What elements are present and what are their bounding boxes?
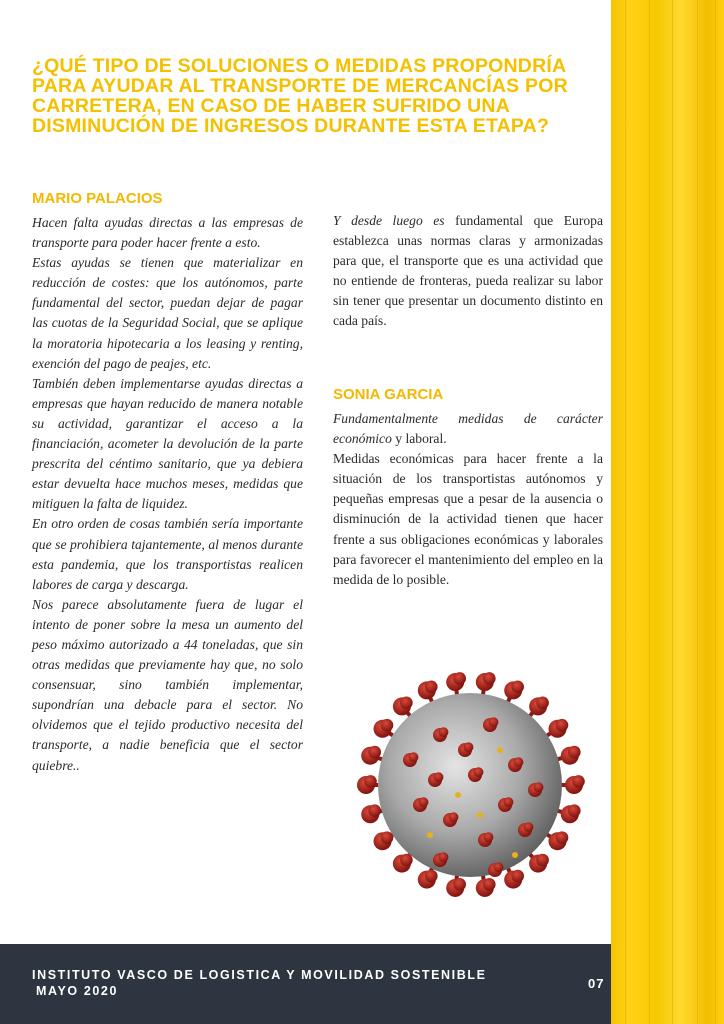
mario-paragraph-5: Nos parece absolutamente fuera de lugar el intento de poner sobre la mesa un aumento del peso máximo autorizado a 44 toneladas, que sin otras medidas que previamente hay que, no solo consensuar, sino también implementar, supondrían una debacle para el sector. No olvidemos que el tejido productivo necesita del transporte, a nadie beneficia que el sector quiebre.. <box>32 596 303 773</box>
footer-organization: INSTITUTO VASCO DE LOGISTICA Y MOVILIDAD SOSTENIBLE <box>32 968 487 982</box>
sonia-paragraph-1 <box>333 409 603 449</box>
mario-paragraph-3: También deben implementarse ayudas directas a empresas que hayan reducido de manera notable su actividad, garantizar el acceso a la financiación, acometer la devolución de la parte prescrita del céntimo sanitario, que ya debiera estar devuelta hace muchos meses, medidas que mitiguen la falta de liquidez. <box>32 375 303 512</box>
sonia-paragraph-2: Medidas económicas para hacer frente a la situación de los transportistas autónomos y pequeñas empresas que a pesar de la ausencia o disminución de la actividad tienen que hacer frente a sus obligaciones económicas y laborales para favorecer el mantenimiento del empleo en la medida de lo posible. <box>333 451 603 587</box>
yellow-side-band <box>611 0 724 1024</box>
left-column <box>32 213 303 776</box>
mario-paragraph-2: Estas ayudas se tienen que materializar en reducción de costes: que los autónomos, parte fundamental del sector, puedan dejar de pagar las cuotas de la Seguridad Social, que se aplique la moratoria hipotecaria a los leasing y renting, exención del pago de peajes, etc. <box>32 255 303 371</box>
mario-paragraph-6-italic: Y desde luego es <box>333 213 445 228</box>
author-sonia-garcia: SONIA GARCIA <box>333 386 444 403</box>
mario-paragraph-6 <box>333 211 603 332</box>
right-column-top <box>333 211 603 332</box>
author-mario-palacios: MARIO PALACIOS <box>32 190 163 207</box>
page-title: ¿QUÉ TIPO DE SOLUCIONES O MEDIDAS PROPONDRÍA PARA AYUDAR AL TRANSPORTE DE MERCANCÍAS POR CARRETERA, EN CASO DE HABER SUFRIDO UNA DISMINUCIÓN DE INGRESOS DURANTE ESTA ETAPA? <box>32 55 568 137</box>
mario-paragraph-4: En otro orden de cosas también sería importante que se prohibiera tajantemente, al menos durante esta pandemia, que los transportistas realicen labores de carga y descarga. <box>32 516 303 592</box>
sonia-paragraph-1-italic: Fundamentalmente medidas de carácter económico <box>333 411 603 447</box>
right-column-sonia <box>333 409 603 590</box>
sonia-paragraph-1-rest: y laboral. <box>391 431 447 447</box>
footer-bar <box>0 944 611 1024</box>
mario-paragraph-6-rest: fundamental que Europa establezca unas normas claras y armonizadas para que, el transporte que es una actividad que no entiende de fronteras, pueda realizar su labor sin tener que presentar un documento distinto en cada país. <box>333 213 603 329</box>
mario-paragraph-1: Hacen falta ayudas directas a las empresas de transporte para poder hacer frente a esto. <box>32 215 303 251</box>
coronavirus-image <box>340 655 600 915</box>
page-number: 07 <box>588 976 605 991</box>
footer-date: MAYO 2020 <box>36 984 119 998</box>
